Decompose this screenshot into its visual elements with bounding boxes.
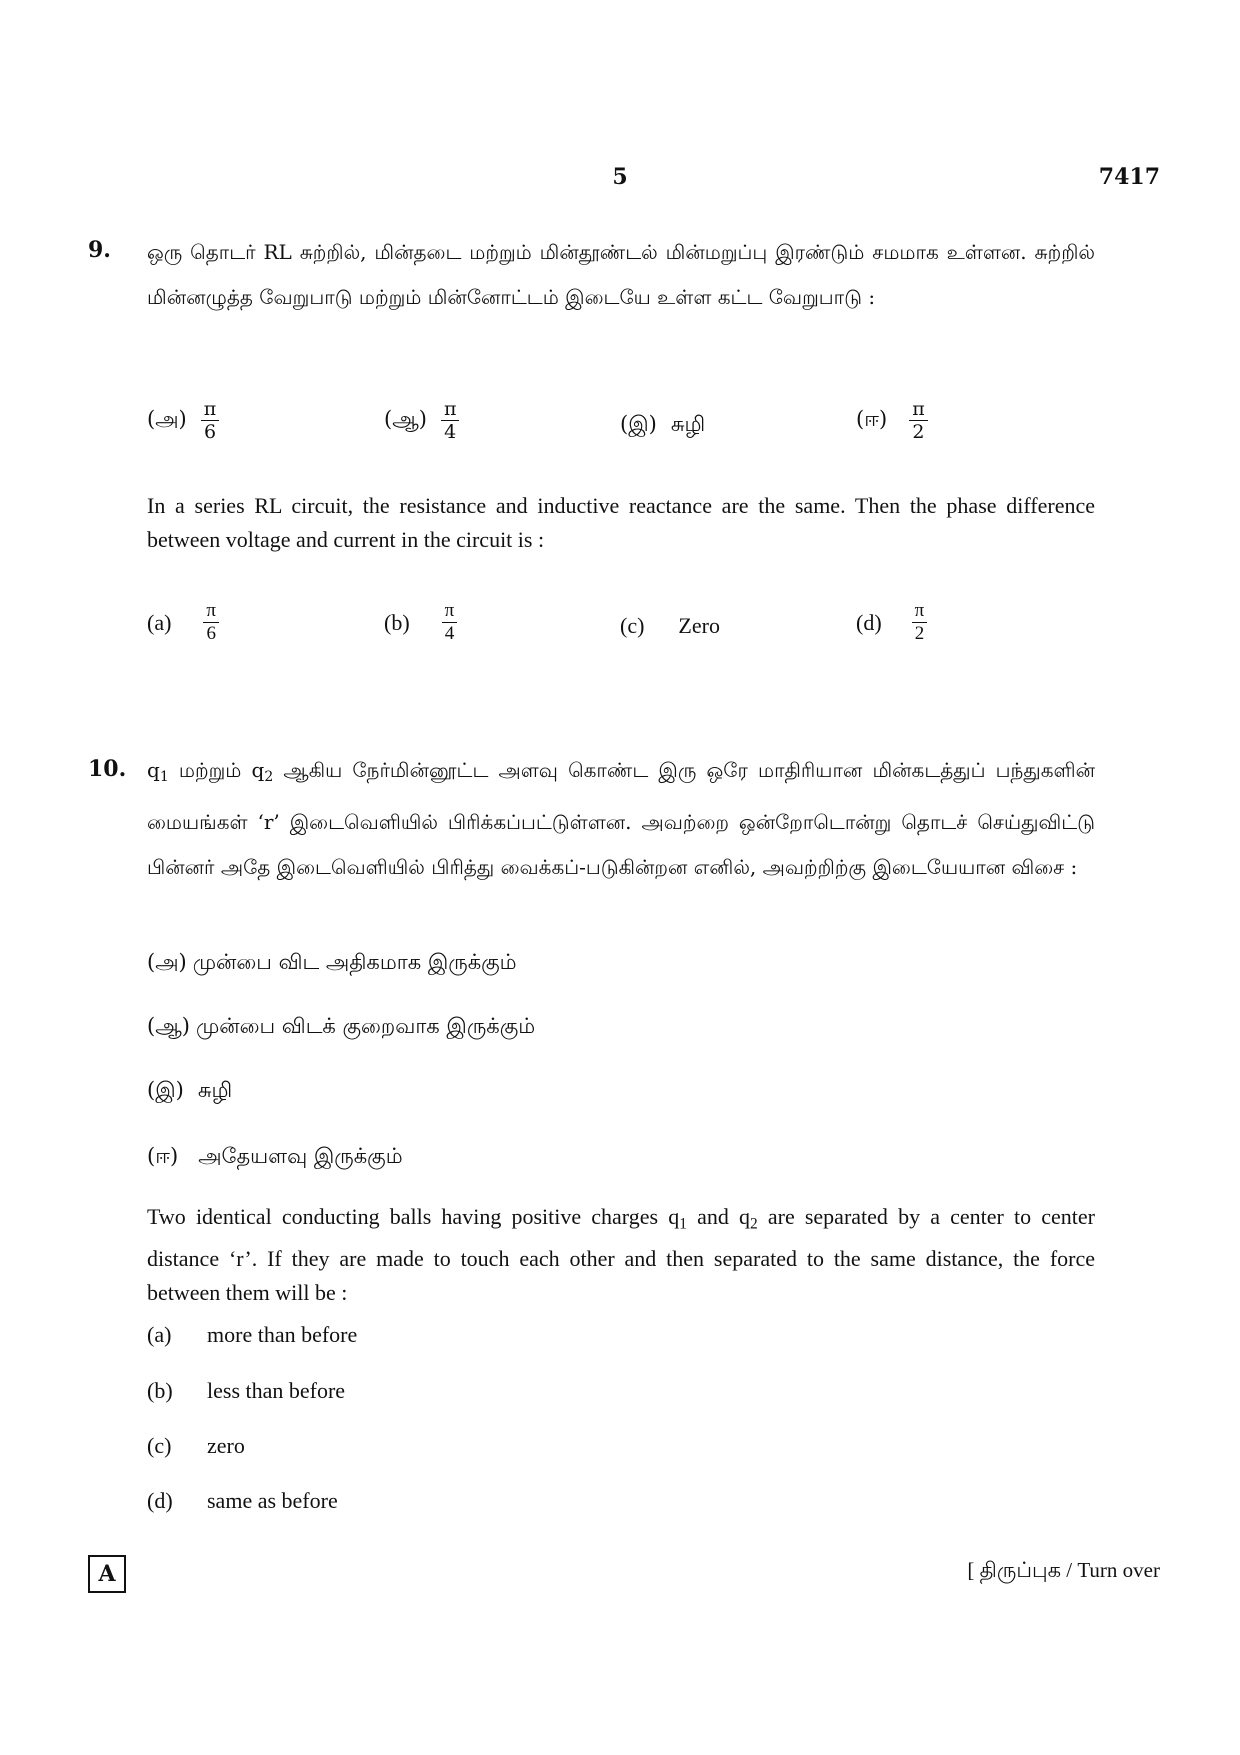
subscript: 2 xyxy=(750,1215,758,1233)
q10-english-option-b xyxy=(147,1378,345,1404)
q9-tamil-option-b xyxy=(384,398,459,443)
question-10-english-text xyxy=(147,1200,1095,1310)
option-label: (b) xyxy=(384,609,410,635)
question-9-tamil-text: ஒரு தொடர் RL சுற்றில், மின்தடை மற்றும் மின்தூண்டல் மின்மறுப்பு இரண்டும் சமமாக உள்ளன. சுற்றில் மின்னழுத்த வேறுபாடு மற்றும் மின்னோட்டம் இடையே உள்ள கட்ட வேறுபாடு : xyxy=(147,240,1095,309)
option-label: (இ) xyxy=(147,1078,184,1102)
denominator: 2 xyxy=(912,421,925,443)
question-10-number: 10. xyxy=(88,756,127,782)
fraction xyxy=(201,398,220,443)
q9-tamil-option-d xyxy=(856,398,928,443)
denominator: 4 xyxy=(444,623,455,644)
denominator: 2 xyxy=(914,623,925,644)
numerator: π xyxy=(909,398,928,421)
subscript: 1 xyxy=(159,769,169,786)
denominator: 6 xyxy=(206,623,216,644)
option-text: முன்பை விட அதிகமாக இருக்கும் xyxy=(192,950,517,974)
option-label: (ஆ) xyxy=(147,1014,190,1038)
option-text: சுழி xyxy=(670,412,706,436)
q9-english-option-d xyxy=(856,600,927,645)
question-9-english-text: In a series RL circuit, the resistance and inductive reactance are the same. Then the phase difference between voltage and current in the circuit is : xyxy=(147,493,1095,552)
text-part: ஆகிய நேர்மின்னூட்ட அளவு கொண்ட இரு ஒரே மாதிரியான மின்கடத்துப் பந்துகளின் மையங்கள் ‘r’ இடைவெளியில் பிரிக்கப்பட்டுள்ளன. அவற்றை ஒன்றோடொன்று தொடச் செய்துவிட்டு பின்னர் அதே இடைவெளியில் பிரித்து வைக்கப்-படுகின்றன எனில், அவற்றிற்கு இடையேயான விசை : xyxy=(147,758,1095,880)
option-label: (a) xyxy=(147,1322,172,1347)
paper-code: 7417 xyxy=(1098,164,1160,190)
option-label: (ஈ) xyxy=(856,407,888,431)
numerator: π xyxy=(441,398,460,421)
q9-english-option-c xyxy=(620,613,720,639)
q9-english-option-b xyxy=(384,600,457,645)
subscript: 1 xyxy=(679,1215,687,1233)
fraction xyxy=(442,600,458,645)
fraction xyxy=(909,398,928,443)
option-label: (c) xyxy=(620,613,645,638)
option-text: same as before xyxy=(207,1488,338,1513)
q10-english-option-a xyxy=(147,1322,357,1348)
text-part: மற்றும் q xyxy=(168,758,265,782)
option-label: (c) xyxy=(147,1433,172,1458)
option-label: (ஈ) xyxy=(147,1144,179,1168)
turn-over-note: [ திருப்புக / Turn over xyxy=(967,1558,1160,1582)
numerator: π xyxy=(201,398,220,421)
option-text: முன்பை விடக் குறைவாக இருக்கும் xyxy=(195,1014,536,1038)
numerator: π xyxy=(442,600,458,623)
q10-tamil-option-c xyxy=(147,1078,232,1105)
fraction xyxy=(203,600,219,645)
q9-tamil-option-c xyxy=(620,412,705,439)
q10-tamil-option-b xyxy=(147,1014,535,1041)
option-text: zero xyxy=(207,1433,245,1458)
option-label: (d) xyxy=(147,1488,173,1513)
fraction xyxy=(441,398,460,443)
option-label: (அ) xyxy=(147,407,187,431)
option-text: Zero xyxy=(678,613,720,638)
option-label: (அ) xyxy=(147,950,187,974)
option-label: (b) xyxy=(147,1378,173,1403)
text-part: are separated by a center to center distance ‘r’. If they are made to touch each other and then separated to the same distance, the force between them will be : xyxy=(147,1204,1096,1305)
series-box: A xyxy=(88,1555,126,1593)
option-label: (d) xyxy=(856,609,882,635)
question-9-number: 9. xyxy=(88,237,111,263)
option-text: more than before xyxy=(207,1322,358,1347)
q9-tamil-option-a xyxy=(147,398,219,443)
option-text: அதேயளவு இருக்கும் xyxy=(198,1144,403,1168)
subscript: 2 xyxy=(264,769,274,786)
denominator: 6 xyxy=(203,421,217,443)
option-label: (a) xyxy=(147,609,172,635)
numerator: π xyxy=(203,600,219,623)
q10-tamil-option-d xyxy=(147,1144,403,1171)
q10-english-option-d xyxy=(147,1488,338,1514)
text-part: and q xyxy=(686,1204,750,1229)
q10-english-option-c xyxy=(147,1433,245,1459)
option-text: less than before xyxy=(207,1378,346,1403)
fraction xyxy=(912,600,928,645)
option-label: (இ) xyxy=(620,412,657,436)
question-10-tamil-text xyxy=(147,748,1095,890)
option-text: சுழி xyxy=(197,1078,233,1102)
denominator: 4 xyxy=(444,421,457,443)
option-label: (ஆ) xyxy=(384,407,427,431)
page-number: 5 xyxy=(612,164,628,190)
charge-q: q xyxy=(147,758,160,782)
q9-english-option-a xyxy=(147,600,219,645)
q10-tamil-option-a xyxy=(147,950,517,977)
numerator: π xyxy=(912,600,928,623)
text-part: Two identical conducting balls having positive charges q xyxy=(147,1204,680,1229)
